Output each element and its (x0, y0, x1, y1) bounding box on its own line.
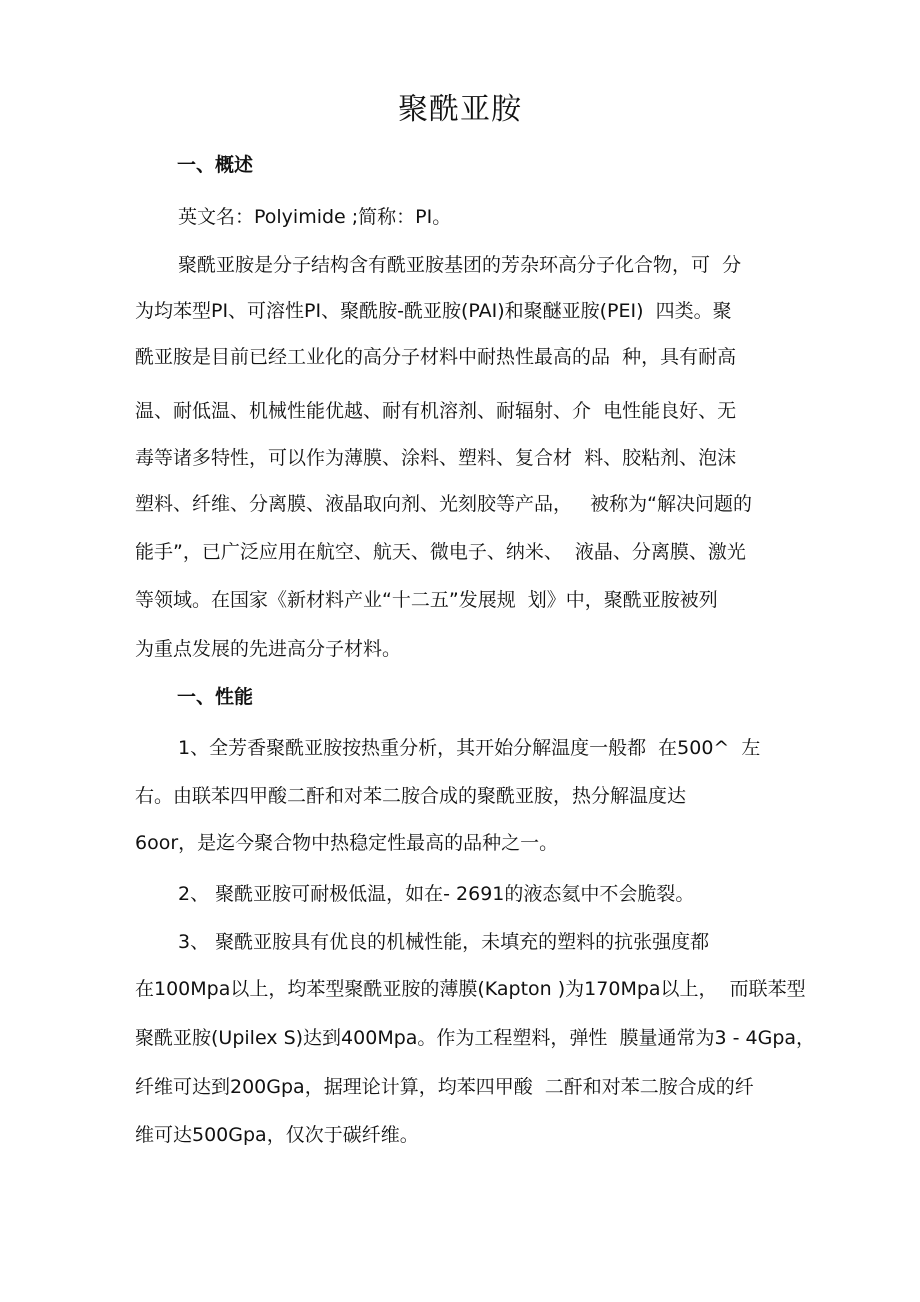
paragraph-line: 为均苯型PI、可溶性PI、聚酰胺-酰亚胺(PAI)和聚醚亚胺(PEI) 四类。聚 (135, 300, 732, 322)
section-heading-overview: 一、概述 (177, 154, 254, 176)
list-item-line: 右。由联苯四甲酸二酐和对苯二胺合成的聚酰亚胺，热分解温度达 (135, 785, 687, 807)
section-heading-properties: 一、性能 (177, 686, 254, 708)
list-item-line: 1、全芳香聚酰亚胺按热重分析，其开始分解温度一般都 在500^ 左 (178, 737, 761, 759)
paragraph-line: 聚酰亚胺是分子结构含有酰亚胺基团的芳杂环高分子化合物，可 分 (178, 254, 742, 276)
page-title: 聚酰亚胺 (398, 92, 522, 127)
paragraph-line: 毒等诸多特性，可以作为薄膜、涂料、塑料、复合材 料、胶粘剂、泡沫 (135, 447, 737, 469)
list-item-line: 6oor，是迄今聚合物中热稳定性最高的品种之一。 (135, 832, 559, 854)
paragraph-line: 能手”，已广泛应用在航空、航天、微电子、纳米、 液晶、分离膜、激光 (135, 541, 746, 563)
paragraph-line: 温、耐低温、机械性能优越、耐有机溶剂、耐辐射、介 电性能良好、无 (135, 400, 737, 422)
paragraph-line: 为重点发展的先进高分子材料。 (135, 638, 402, 660)
list-item-line: 2、 聚酰亚胺可耐极低温，如在- 2691的液态氦中不会脆裂。 (178, 883, 695, 905)
paragraph-line: 塑料、纤维、分离膜、液晶取向剂、光刻胶等产品， 被称为“解决问题的 (135, 493, 752, 515)
list-item-line: 在100Mpa以上，均苯型聚酰亚胺的薄膜(Kapton )为170Mpa以上， 而联苯型 (135, 978, 806, 1000)
english-name-line: 英文名：Polyimide ;简称：PI。 (178, 206, 452, 228)
list-item-line: 维可达500Gpa，仅次于碳纤维。 (135, 1124, 419, 1146)
list-item-line: 3、 聚酰亚胺具有优良的机械性能，未填充的塑料的抗张强度都 (178, 931, 710, 953)
list-item-line: 纤维可达到200Gpa，据理论计算，均苯四甲酸 二酐和对苯二胺合成的纤 (135, 1076, 754, 1098)
paragraph-line: 酰亚胺是目前已经工业化的高分子材料中耐热性最高的品 种，具有耐高 (135, 346, 737, 368)
paragraph-line: 等领域。在国家《新材料产业“十二五”发展规 划》中，聚酰亚胺被列 (135, 589, 718, 611)
list-item-line: 聚酰亚胺(Upilex S)达到400Mpa。作为工程塑料，弹性 膜量通常为3 - 4Gpa， (135, 1027, 816, 1049)
